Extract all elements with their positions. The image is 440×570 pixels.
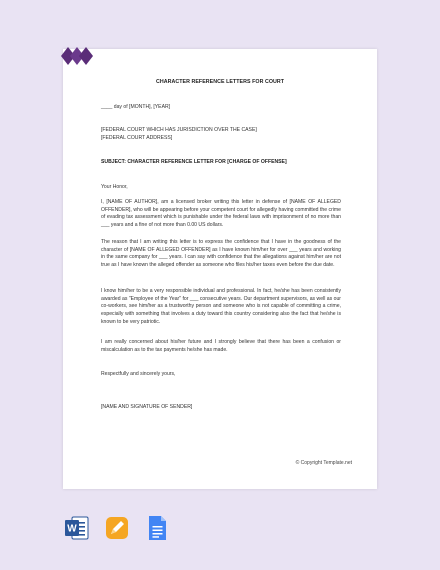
paragraph-2: The reason that I am writing this letter is to express the confidence that I have in the goodness of the character of [NAME OF ALLEGED OFFENDER] as I have known him/her for over ___ years and working in the same company for ___ years. I can say with confidence that the allegations against him/her are not true as I have known the alleged offender as someone who files his/her taxes even before the due date.: [101, 239, 341, 269]
signature-line: [NAME AND SIGNATURE OF SENDER]: [101, 404, 193, 410]
document-page: [63, 49, 377, 489]
google-docs-icon[interactable]: [144, 515, 170, 541]
copyright-text: © Copyright Template.net: [295, 460, 352, 466]
court-name: [FEDERAL COURT WHICH HAS JURISDICTION OVER THE CASE]: [101, 127, 257, 133]
paragraph-4: I am really concerned about his/her future and I strongly believe that there has been a confusion or miscalculation as to the tax payments he/she has made.: [101, 339, 341, 353]
date-line: ____ day of [MONTH], [YEAR]: [101, 104, 171, 110]
svg-text:W: W: [67, 523, 77, 535]
document-title: CHARACTER REFERENCE LETTERS FOR COURT: [155, 79, 285, 85]
logo-icon: [61, 45, 93, 67]
closing-line: Respectfully and sincerely yours,: [101, 371, 176, 377]
paragraph-3: I know him/her to be a very responsible individual and professional. In fact, he/she has been consistently awarded as "Employee of the Year" for ___ consecutive years. Our department supervisors, as well as our co-workers, see him/her as a trustworthy person and someone who is not capable of committing a crime, especially with something that involves a duty toward this country considering also the fact that he/she is known to be very patriotic.: [101, 288, 341, 325]
paragraph-1: I, [NAME OF AUTHOR], am a licensed broker writing this letter in defense of [NAME OF ALLEGED OFFENDER], who will be appearing before your competent court for allegedly having committed the crime of evading tax assessment which is punishable under the federal laws with imprisonment of no more than ___ years and a fine of not more than 0.00 US dollars.: [101, 199, 341, 229]
subject-line: SUBJECT: CHARACTER REFERENCE LETTER FOR [CHARGE OF OFFENSE]: [101, 159, 287, 165]
court-address: [FEDERAL COURT ADDRESS]: [101, 135, 173, 141]
word-icon[interactable]: [64, 515, 90, 541]
pages-icon[interactable]: [104, 515, 130, 541]
salutation: Your Honor,: [101, 184, 128, 190]
